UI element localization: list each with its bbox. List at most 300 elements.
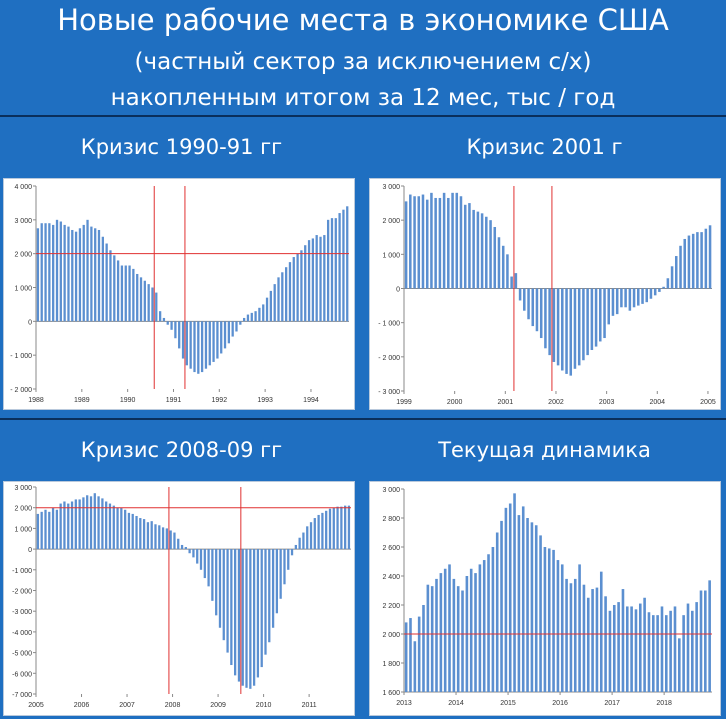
bar bbox=[167, 321, 169, 324]
bar bbox=[109, 504, 111, 550]
bar bbox=[37, 228, 39, 321]
bar bbox=[691, 611, 694, 692]
panel-title-1990: Кризис 1990-91 гг bbox=[80, 135, 283, 159]
bar bbox=[234, 549, 236, 675]
bar bbox=[52, 225, 54, 321]
bar bbox=[277, 277, 279, 321]
bar bbox=[304, 245, 306, 321]
bar bbox=[669, 611, 672, 692]
bar bbox=[190, 321, 192, 368]
bar bbox=[261, 549, 263, 667]
bar bbox=[97, 496, 99, 549]
bar bbox=[296, 254, 298, 322]
bar bbox=[630, 606, 633, 692]
bar bbox=[113, 255, 115, 321]
bar bbox=[599, 289, 602, 342]
bar bbox=[71, 501, 73, 549]
bar bbox=[37, 514, 39, 549]
bar bbox=[86, 220, 88, 321]
bar bbox=[79, 499, 81, 549]
bar bbox=[431, 586, 434, 692]
x-tick-label: 2005 bbox=[28, 702, 44, 709]
y-tick-label: 4 000 bbox=[14, 184, 32, 191]
bar bbox=[174, 321, 176, 338]
bar bbox=[170, 321, 172, 329]
x-tick-label: 2016 bbox=[552, 700, 568, 707]
bar bbox=[574, 579, 577, 692]
bar bbox=[604, 596, 607, 692]
bar bbox=[235, 321, 237, 331]
bar bbox=[162, 527, 164, 549]
bar bbox=[121, 266, 123, 322]
bar bbox=[177, 539, 179, 549]
bar bbox=[94, 228, 96, 321]
bar bbox=[519, 289, 522, 301]
x-tick-label: 2011 bbox=[301, 702, 317, 709]
bar bbox=[312, 238, 314, 321]
y-tick-label: 2 800 bbox=[382, 516, 400, 523]
x-tick-label: 2013 bbox=[396, 700, 412, 707]
y-tick-label: 3 000 bbox=[382, 184, 400, 191]
bar bbox=[448, 564, 451, 692]
bar bbox=[502, 246, 505, 289]
x-tick-label: 2005 bbox=[700, 399, 716, 406]
bar bbox=[306, 526, 308, 549]
bar bbox=[430, 193, 433, 289]
bar bbox=[626, 606, 629, 692]
bar bbox=[451, 193, 454, 289]
bar bbox=[682, 615, 685, 692]
bar bbox=[197, 321, 199, 373]
chart-panel-1990 bbox=[3, 178, 355, 410]
bar bbox=[220, 321, 222, 353]
bar bbox=[60, 504, 62, 550]
bar bbox=[513, 493, 516, 692]
bar bbox=[645, 289, 648, 303]
bar bbox=[44, 510, 46, 549]
bar bbox=[230, 549, 232, 665]
bar bbox=[280, 549, 282, 599]
bar bbox=[143, 519, 145, 549]
bar bbox=[154, 524, 156, 549]
x-tick-label: 2001 bbox=[497, 399, 514, 406]
x-tick-label: 1994 bbox=[303, 397, 319, 404]
bar bbox=[633, 289, 636, 308]
bar bbox=[186, 321, 188, 365]
bar bbox=[505, 508, 508, 692]
x-tick-label: 2008 bbox=[164, 702, 181, 709]
bar bbox=[132, 514, 134, 549]
x-tick-label: 1993 bbox=[257, 397, 273, 404]
bar bbox=[700, 232, 703, 288]
bar bbox=[289, 262, 291, 321]
y-tick-label: -4 000 bbox=[12, 629, 32, 637]
bar bbox=[56, 220, 58, 321]
bar bbox=[71, 230, 73, 321]
bar bbox=[464, 205, 467, 289]
bar bbox=[552, 550, 555, 692]
bar bbox=[117, 260, 119, 321]
chart-current bbox=[370, 482, 720, 715]
bar bbox=[661, 606, 664, 692]
bar bbox=[582, 289, 585, 361]
y-tick-label: -7 000 bbox=[12, 692, 32, 699]
x-tick-label: 2000 bbox=[446, 399, 463, 406]
y-tick-label: -3 000 bbox=[12, 609, 32, 617]
bar bbox=[526, 518, 529, 692]
bar bbox=[342, 210, 344, 322]
bar bbox=[44, 223, 46, 321]
bar bbox=[587, 598, 590, 692]
x-tick-label: 1999 bbox=[396, 399, 412, 406]
bar bbox=[329, 509, 331, 549]
bar bbox=[90, 227, 92, 322]
bar bbox=[498, 237, 501, 288]
bar bbox=[678, 638, 681, 692]
panel-title-2008: Кризис 2008-09 гг bbox=[80, 438, 283, 462]
bar bbox=[435, 579, 438, 692]
bar bbox=[302, 533, 304, 550]
y-tick-label: 2 200 bbox=[382, 603, 400, 610]
bar bbox=[479, 564, 482, 692]
bar bbox=[708, 580, 711, 692]
y-tick-label: - 1 000 bbox=[378, 320, 400, 328]
bar bbox=[41, 223, 43, 321]
bar bbox=[293, 257, 295, 321]
bar bbox=[654, 289, 657, 296]
bar bbox=[695, 602, 698, 692]
bar bbox=[650, 289, 653, 299]
bar bbox=[671, 266, 674, 288]
main-title: Новые рабочие места в экономике США bbox=[57, 3, 669, 37]
chart-1990 bbox=[4, 179, 354, 409]
bar bbox=[346, 206, 348, 321]
bar bbox=[518, 515, 521, 692]
bar bbox=[622, 589, 625, 692]
bar bbox=[344, 506, 346, 549]
bar bbox=[635, 609, 638, 692]
bar bbox=[418, 196, 421, 288]
bar bbox=[496, 533, 499, 693]
y-tick-label: 2 000 bbox=[382, 218, 400, 226]
bar bbox=[565, 579, 568, 692]
bar bbox=[158, 525, 160, 549]
bar bbox=[553, 289, 556, 362]
bar bbox=[457, 586, 460, 692]
bar bbox=[274, 284, 276, 321]
bar bbox=[539, 535, 542, 692]
bar bbox=[422, 605, 425, 692]
bar bbox=[321, 513, 323, 549]
y-tick-label: 1 800 bbox=[382, 661, 400, 668]
bar bbox=[483, 560, 486, 692]
bar bbox=[522, 506, 525, 692]
bar bbox=[583, 585, 586, 692]
y-tick-label: 0 bbox=[28, 319, 32, 327]
bar bbox=[264, 549, 266, 655]
bar bbox=[515, 273, 518, 288]
bar bbox=[523, 289, 526, 311]
x-tick-label: 2006 bbox=[73, 702, 90, 709]
bar bbox=[331, 218, 333, 321]
bar bbox=[125, 266, 127, 322]
bar bbox=[335, 218, 337, 321]
y-tick-label: - 1 000 bbox=[10, 353, 32, 361]
bar bbox=[196, 549, 198, 563]
bar bbox=[178, 321, 180, 348]
bar bbox=[254, 311, 256, 321]
chart-2001 bbox=[370, 179, 720, 409]
bar bbox=[67, 227, 69, 322]
y-tick-label: 2 400 bbox=[382, 574, 400, 581]
bar bbox=[251, 313, 253, 321]
bar bbox=[409, 618, 412, 692]
bar bbox=[561, 564, 564, 692]
y-tick-label: - 2 000 bbox=[10, 387, 32, 394]
y-tick-label: 2 000 bbox=[14, 251, 32, 259]
bar bbox=[314, 518, 316, 549]
bar bbox=[675, 256, 678, 288]
x-tick-label: 2010 bbox=[255, 702, 272, 709]
bar bbox=[569, 289, 572, 376]
y-tick-label: - 3 000 bbox=[378, 389, 400, 396]
bar bbox=[90, 496, 92, 549]
bar bbox=[687, 604, 690, 692]
bar bbox=[207, 549, 209, 586]
x-tick-label: 2018 bbox=[656, 700, 672, 707]
bar bbox=[561, 289, 564, 371]
y-tick-label: 3 000 bbox=[14, 217, 32, 225]
bar bbox=[557, 289, 560, 366]
chart-panel-2008 bbox=[3, 481, 355, 716]
bar bbox=[472, 210, 475, 289]
bar bbox=[48, 223, 50, 321]
bar bbox=[139, 518, 141, 549]
bar bbox=[215, 549, 217, 615]
separator-top bbox=[0, 115, 726, 117]
panel-title-current: Текущая динамика bbox=[438, 438, 651, 462]
bar bbox=[299, 538, 301, 549]
bar bbox=[662, 287, 665, 289]
bar bbox=[607, 289, 610, 325]
separator-middle bbox=[0, 418, 726, 420]
bar bbox=[340, 507, 342, 549]
bar bbox=[325, 511, 327, 549]
bar bbox=[151, 288, 153, 322]
bar bbox=[481, 213, 484, 288]
x-tick-label: 2009 bbox=[210, 702, 226, 709]
bar bbox=[531, 289, 534, 327]
bar bbox=[94, 493, 96, 549]
bar bbox=[470, 569, 473, 692]
bar bbox=[439, 198, 442, 289]
bar bbox=[461, 591, 464, 693]
y-tick-label: 3 000 bbox=[382, 487, 400, 494]
bar bbox=[500, 521, 503, 692]
bar bbox=[242, 549, 244, 686]
bar bbox=[276, 549, 278, 613]
bar bbox=[509, 504, 512, 693]
bar bbox=[238, 549, 240, 681]
bar bbox=[600, 572, 603, 692]
y-tick-label: 1 000 bbox=[14, 526, 32, 534]
bar bbox=[639, 604, 642, 692]
bar bbox=[101, 498, 103, 549]
bar bbox=[565, 289, 568, 374]
bar bbox=[656, 615, 659, 692]
bar bbox=[151, 521, 153, 549]
y-tick-label: - 2 000 bbox=[378, 354, 400, 362]
bar bbox=[487, 554, 490, 692]
bar bbox=[468, 203, 471, 288]
bar bbox=[67, 504, 69, 550]
bar bbox=[102, 237, 104, 322]
subtitle-scope: (частный сектор за исключением с/х) bbox=[134, 49, 592, 75]
bar bbox=[548, 548, 551, 692]
bar bbox=[317, 515, 319, 549]
bar bbox=[204, 549, 206, 578]
bar bbox=[245, 549, 247, 688]
bar bbox=[239, 321, 241, 324]
bar bbox=[136, 274, 138, 321]
bar bbox=[492, 547, 495, 692]
bar bbox=[300, 250, 302, 321]
bar bbox=[603, 289, 606, 339]
bar bbox=[338, 213, 340, 321]
bar bbox=[268, 549, 270, 642]
bar bbox=[624, 289, 627, 308]
bar bbox=[224, 321, 226, 348]
x-tick-label: 2014 bbox=[448, 700, 464, 707]
y-tick-label: 0 bbox=[28, 547, 32, 555]
bar bbox=[414, 641, 417, 692]
bar bbox=[674, 606, 677, 692]
bar bbox=[257, 549, 259, 677]
chart-panel-current bbox=[369, 481, 721, 716]
y-tick-label: 2 600 bbox=[382, 545, 400, 552]
bar bbox=[688, 236, 691, 289]
bar bbox=[679, 246, 682, 289]
bar bbox=[319, 237, 321, 322]
y-tick-label: -6 000 bbox=[12, 671, 32, 679]
bar bbox=[163, 318, 165, 321]
bar bbox=[405, 201, 408, 288]
bar bbox=[166, 528, 168, 549]
bar bbox=[536, 289, 539, 332]
bar bbox=[249, 549, 251, 689]
bar bbox=[98, 230, 100, 321]
bar bbox=[181, 545, 183, 549]
bar bbox=[116, 508, 118, 549]
bar bbox=[493, 227, 496, 289]
bar bbox=[709, 225, 712, 288]
bar bbox=[544, 289, 547, 349]
x-tick-label: 1988 bbox=[28, 397, 44, 404]
bar bbox=[531, 522, 534, 692]
bar bbox=[667, 278, 670, 288]
bar bbox=[159, 311, 161, 321]
bar bbox=[456, 193, 459, 289]
y-tick-label: -1 000 bbox=[12, 567, 32, 575]
bar bbox=[595, 289, 598, 347]
bar bbox=[620, 289, 623, 308]
bar bbox=[135, 516, 137, 549]
bar bbox=[327, 220, 329, 321]
header bbox=[0, 0, 726, 115]
bar bbox=[692, 234, 695, 289]
bar bbox=[253, 549, 255, 686]
y-tick-label: 0 bbox=[396, 286, 400, 294]
bar bbox=[52, 508, 54, 549]
bar bbox=[272, 549, 274, 628]
bar bbox=[643, 598, 646, 692]
bar bbox=[120, 508, 122, 549]
bar bbox=[648, 612, 651, 692]
bar bbox=[291, 549, 293, 555]
bar bbox=[155, 293, 157, 322]
bar bbox=[144, 281, 146, 322]
bar bbox=[41, 512, 43, 549]
bar bbox=[216, 321, 218, 358]
bar bbox=[704, 591, 707, 693]
bar bbox=[147, 522, 149, 549]
bar bbox=[422, 195, 425, 289]
bar bbox=[557, 560, 560, 692]
bar bbox=[474, 573, 477, 692]
bar bbox=[548, 289, 551, 356]
x-tick-label: 1989 bbox=[74, 397, 90, 404]
y-tick-label: 3 000 bbox=[14, 485, 32, 492]
bar bbox=[295, 545, 297, 549]
bar bbox=[696, 232, 699, 288]
x-tick-label: 2002 bbox=[548, 399, 564, 406]
y-tick-label: 1 600 bbox=[382, 690, 400, 697]
bar bbox=[586, 289, 589, 356]
bar bbox=[510, 277, 513, 289]
bar bbox=[128, 266, 130, 322]
bar bbox=[413, 196, 416, 288]
bar bbox=[527, 289, 530, 320]
bar bbox=[124, 510, 126, 549]
bar bbox=[132, 269, 134, 321]
subtitle-units: накопленным итогом за 12 мес, тыс / год bbox=[110, 85, 616, 111]
x-tick-label: 1990 bbox=[119, 397, 136, 404]
bar bbox=[258, 308, 260, 322]
x-tick-label: 1992 bbox=[211, 397, 228, 404]
bar bbox=[83, 225, 85, 321]
bar bbox=[405, 622, 408, 692]
chart-panel-2001 bbox=[369, 178, 721, 410]
bar bbox=[86, 495, 88, 549]
bar bbox=[211, 549, 213, 601]
bar bbox=[336, 507, 338, 549]
bar bbox=[333, 508, 335, 549]
bar bbox=[243, 318, 245, 321]
bar bbox=[658, 289, 661, 292]
bar bbox=[75, 499, 77, 549]
bar bbox=[409, 195, 412, 289]
bar bbox=[193, 321, 195, 372]
bar bbox=[316, 235, 318, 321]
bar bbox=[427, 585, 430, 692]
x-tick-label: 2004 bbox=[649, 399, 666, 406]
bar bbox=[617, 602, 620, 692]
x-tick-label: 2017 bbox=[604, 700, 620, 707]
bar bbox=[705, 229, 708, 289]
bar bbox=[477, 212, 480, 289]
y-tick-label: 2 000 bbox=[14, 505, 32, 513]
bar bbox=[489, 220, 492, 288]
